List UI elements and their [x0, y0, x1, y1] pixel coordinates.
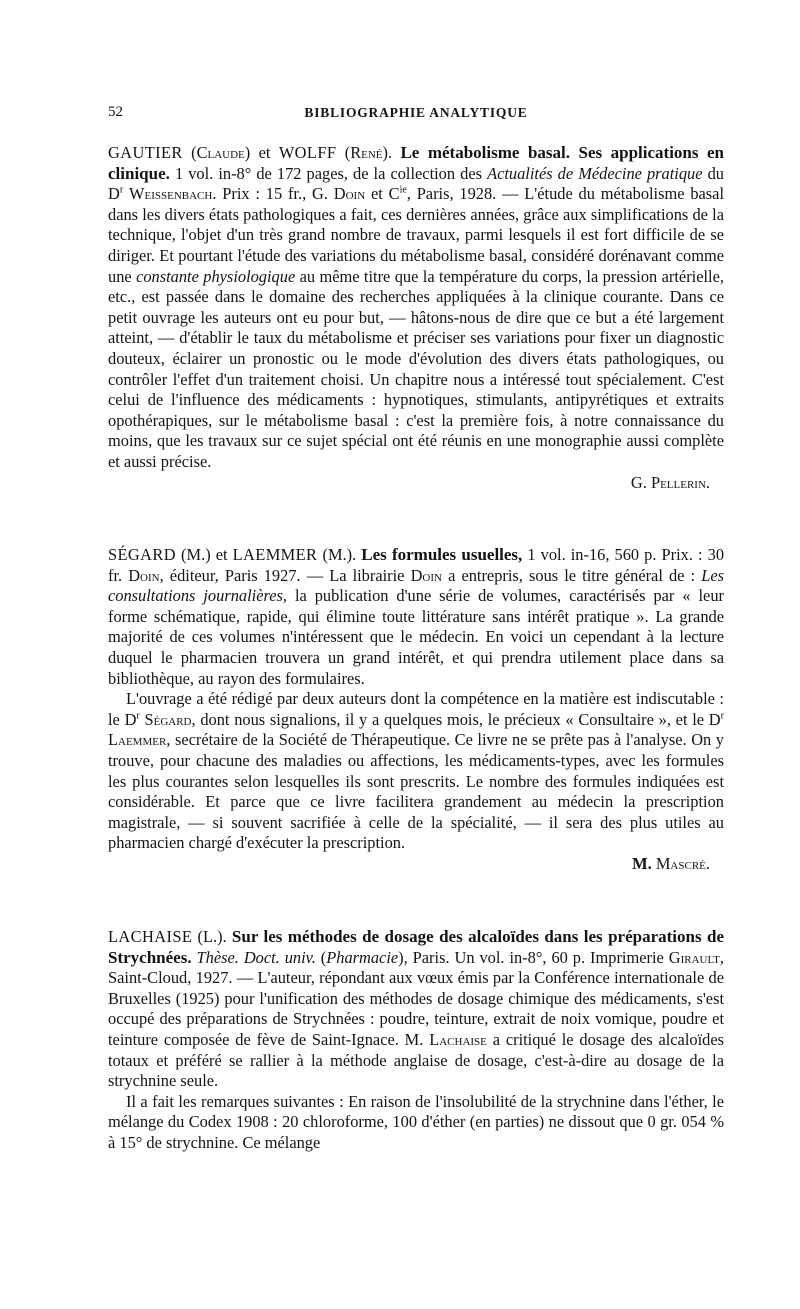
superscript: r — [136, 710, 140, 722]
work-title: Sur les méthodes de dosage des alcaloïdes dans les préparations de Strychnées. — [108, 927, 724, 967]
publication-info: 1 vol. in-16, 560 p. Prix. : 30 fr. — [108, 545, 725, 585]
person-name: Lachaise — [429, 1029, 487, 1049]
emphasis: constante physiologique — [136, 266, 296, 286]
author-first-name: M. — [186, 545, 206, 564]
publication-info: a entrepris, sous le titre général de : — [448, 565, 696, 585]
entry-paragraph: Il a fait les remarques suivantes : En raison de l'insolubilité de la strychnine dans l'éther, le mélange du Codex 1908 : 20 chloroforme, 100 d'éther (en parties) ne dissout que 0 gr. 054 % à 15° de strychnine. Ce mélange — [108, 1091, 724, 1152]
publication-info: . Prix : 15 fr., G. — [212, 184, 328, 204]
review-text: au même titre que la température du corps, la pression artérielle, etc., est passée dans le domaine des recherches appliquées à la clinique courante. Dans ce petit ouvrage les auteurs ont eu pour but, — hâtons-nous de dire que ce but a été largement atteint, — d'établir le taux du métabolisme et préciser ses variations pour fixer un diagnostic douteux, éclairer un pronostic ou le mode d'évolution des divers états pathologiques, ou contrôler l'effet d'un traitement choisi. Un chapitre nous a intéressé tout spécialement. C'est celui de l'influence des médicaments : hypnotiques, stimulants, antipyrétiques et extraits opothérapiques, sur le métabolisme basal : c'est la première fois, à notre connaissance du moins, que les travaux sur ce sujet spécial ont été réunis en une monographie aussi complète et aussi précise. — [108, 266, 724, 471]
review-text: , dont nous signalions, il y a quelques mois, le précieux « Consultaire », et le D — [191, 709, 721, 729]
author-name: LACHAISE — [108, 927, 193, 946]
author-first-name: René — [350, 143, 383, 162]
author-first-name: M. — [327, 545, 347, 564]
author-name: SÉGARD — [108, 545, 176, 564]
entry-paragraph: SÉGARD (M.) et LAEMMER (M.). Les formules usuelles, 1 vol. in-16, 560 p. Prix. : 30 fr. Doin, éditeur, Paris 1927. — La librairie Doin a entrepris, sous le titre général de : Les consultations journalières, la publication d'une série de volumes, caractérisés par « leur forme schématique, rapide, qui élimine toute littérature sans intérêt pratique ». La grande majorité de ces volumes n'intéressent que le médecin. En voici un cependant à la lecture duquel le pharmacien trouvera un grand intérêt, et qui prendra utilement place dans sa bibliothèque, au rayon des formulaires. — [108, 545, 725, 688]
review-text: , secrétaire de la Société de Thérapeutique. Ce livre ne se prête pas à l'analyse. On y trouve, pour chacune des maladies ou affections, les médicaments-types, avec les formules les plus courantes selon lesquelles ils sont prescrits. Le nombre des formules indiquées est considérable. Et parce que ce livre facilitera grandement au médecin la prescription magistrale, — si souvent sacrifiée à celle de la spécialité, — il sera des plus utiles au pharmacien chargé d'exécuter la prescription. — [108, 730, 724, 853]
entry-paragraph: LACHAISE (L.). Sur les méthodes de dosage des alcaloïdes dans les préparations de Strychnées. Thèse. Doct. univ. (Pharmacie), Paris. Un vol. in-8°, 60 p. Imprimerie Girault, Saint-Cloud, 1927. — L'auteur, répondant aux vœux émis par la Conférence internationale de Bruxelles (1925) pour l'unification des méthodes de dosage chimique des médicaments, s'est occupé des préparations de Strychnées : poudre, teinture, extrait de noix vomique, poudre et teinture composée de fève de Saint-Ignace. M. Lachaise a critiqué le dosage des alcaloïdes totaux et préféré se rallier à la méthode anglaise de dosage, c'est-à-dire au dosage de la strychnine seule. — [108, 927, 724, 1091]
review-text: , Paris, 1928. — L'étude du métabolisme basal dans les divers états pathologiques a fait, ces dernières années, grâce aux simplifications de la technique, l'objet d'un très grand nombre de travaux, parmi lesquels il est fort difficile de se diriger. Et pourtant l'étude des variations du métabolisme basal, considéré dorénavant comme une — [108, 184, 725, 286]
page-number: 52 — [108, 104, 123, 120]
publication-info: du D — [108, 163, 724, 204]
work-title: Les formules usuelles, — [361, 545, 523, 564]
entry-paragraph — [108, 689, 724, 854]
thesis-type: Thèse. Doct. univ. — [196, 947, 316, 967]
running-head — [108, 104, 724, 124]
author-name: LAEMMER — [232, 545, 318, 564]
author-first-name: Claude — [196, 143, 245, 162]
superscript: r — [720, 710, 724, 722]
person-name: Laemmer — [108, 730, 167, 750]
running-title: BIBLIOGRAPHIE ANALYTIQUE — [304, 105, 528, 120]
superscript: ie — [399, 184, 407, 196]
conjunction: et — [258, 143, 271, 162]
publication-info: , éditeur, Paris 1927. — La librairie — [159, 565, 405, 585]
review-text: a critiqué le dosage des alcaloïdes totaux et préféré se rallier à la méthode anglaise de dosage, c'est-à-dire au dosage de la strychnine seule. — [108, 1029, 724, 1091]
printer-name: Girault — [668, 947, 720, 967]
signature-name: Mascré. — [655, 853, 710, 873]
publication-info: et C — [370, 184, 400, 204]
bibliography-entry-gautier-wolff — [108, 143, 724, 493]
author-first-name: L. — [202, 927, 218, 946]
bibliography-entry-lachaise — [108, 927, 724, 1154]
publication-info: 1 vol. in-8° de 172 pages, de la collection des — [174, 163, 482, 183]
collection-name: Actualités de Médecine pratique — [487, 163, 703, 183]
person-name: Weissenbach — [129, 184, 213, 204]
reviewer-signature — [108, 854, 724, 875]
conjunction: et — [215, 545, 228, 564]
publisher-name: Doin — [128, 565, 160, 585]
person-name: Ségard — [144, 709, 192, 729]
superscript: r — [119, 184, 124, 196]
publisher-name: Doin — [333, 184, 366, 204]
author-name: WOLFF — [278, 143, 337, 162]
review-text: , Saint-Cloud, 1927. — L'auteur, répondant aux vœux émis par la Conférence internationale de Bruxelles (1925) pour l'unification des méthodes de dosage chimique des médicaments, s'est occupé des préparations de Strychnées : poudre, teinture, extrait de noix vomique, poudre et teinture composée de fève de Saint-Ignace. M. — [108, 947, 724, 1049]
publication-info: , Paris. Un vol. in-8°, 60 p. Imprimerie — [403, 947, 664, 967]
signature-initial: M. — [632, 853, 652, 873]
review-text: L'ouvrage a été rédigé par deux auteurs dont la compétence en la matière est indiscutable : le D — [108, 689, 724, 729]
work-title: Le métabolisme basal. Ses applications en clinique. — [108, 143, 725, 183]
author-name: GAUTIER — [108, 143, 183, 162]
review-text: , la publication d'une série de volumes, caractérisés par « leur forme schématique, rapide, qui élimine toute littérature sans intérêt pratique ». La grande majorité de ces volumes n'intéressent que le médecin. En voici un cependant à la lecture duquel le pharmacien trouvera un grand intérêt, et qui prendra utilement place dans sa bibliothèque, au rayon des formulaires. — [108, 586, 724, 688]
entry-paragraph: GAUTIER (Claude) et WOLFF (René). Le métabolisme basal. Ses applications en clinique. 1 vol. in-8° de 172 pages, de la collection des Actualités de Médecine pratique du $D^r$ Weissenbach. Prix : 15 fr., G. Doin et $C^{ie}$, Paris, 1928. — L'étude du métabolisme basal dans les divers états pathologiques a fait, ces dernières années, grâce aux simplifications de la technique, l'objet d'un très grand nombre de travaux, parmi lesquels il est fort difficile de se diriger. Et pourtant l'étude des variations du métabolisme basal, considéré dorénavant comme une constante physiologique au même titre que la température du corps, la pression artérielle, etc., est passée dans le domaine des recherches appliquées à la clinique courante. Dans ce petit ouvrage les auteurs ont eu pour but, — hâtons-nous de dire que ce but a été largement atteint, — d'établir le taux du métabolisme et préciser ses variations pour fixer un diagnostic douteux, éclairer un pronostic ou le mode d'évolution des divers états pathologiques, ou contrôler l'effet d'un traitement choisi. Un chapitre nous a intéressé tout spécialement. C'est celui de l'influence des médicaments : hypnotiques, stimulants, antipyrétiques et extraits opothérapiques, sur le métabolisme basal : c'est la première fois, à notre connaissance du moins, que les travaux sur ce sujet spécial ont été réunis en une monographie aussi complète et aussi précise. — [108, 143, 725, 471]
bibliography-entry-segard-laemmer — [108, 545, 724, 875]
reviewer-signature: G. Pellerin. — [630, 472, 710, 492]
thesis-faculty: Pharmacie — [326, 947, 399, 967]
collection-name: Les consultations journalières — [108, 565, 724, 606]
publisher-name: Doin — [410, 565, 442, 585]
